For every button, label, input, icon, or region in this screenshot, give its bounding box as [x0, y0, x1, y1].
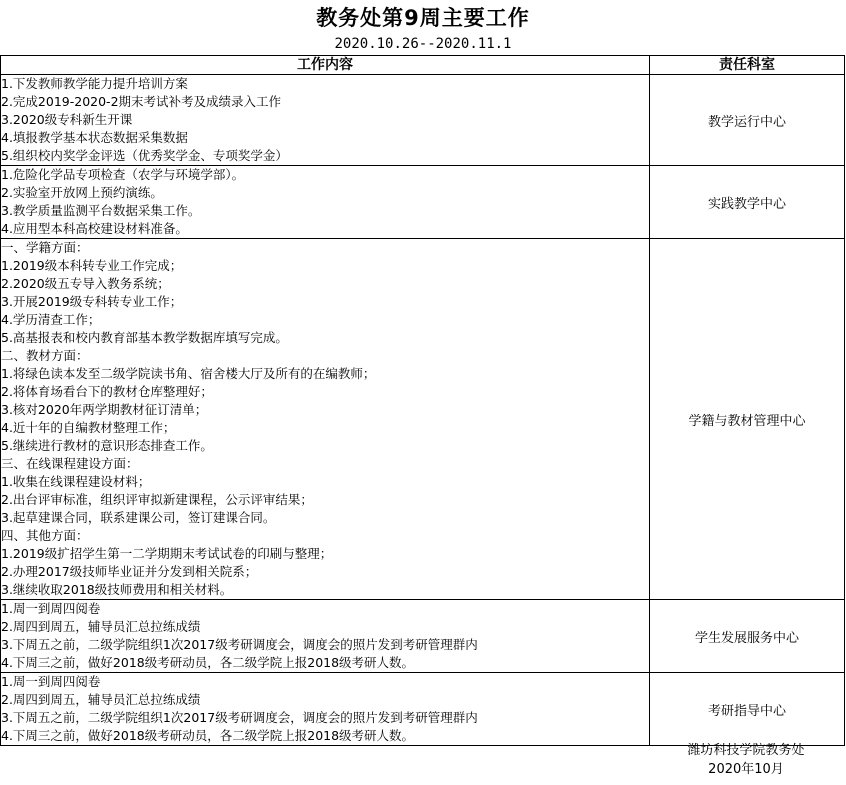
table-row	[1, 166, 845, 239]
work-item: 2.出台评审标准，组织评审拟新建课程，公示评审结果；	[1, 492, 313, 507]
work-item: 三、在线课程建设方面：	[1, 456, 139, 471]
work-item: 1.周一到周四阅卷	[1, 601, 101, 616]
responsible-dept: 学生发展服务中心	[650, 600, 845, 673]
work-item: 1.危险化学品专项检查（农学与环境学部）。	[1, 167, 245, 182]
work-item: 2.将体育场看台下的教材仓库整理好；	[1, 384, 213, 399]
table-row	[1, 600, 845, 673]
work-item: 1.将绿色读本发至二级学院读书角、宿舍楼大厅及所有的在编教师；	[1, 366, 376, 381]
responsible-dept: 教学运行中心	[650, 75, 845, 166]
work-content-cell	[1, 166, 650, 239]
table-row	[1, 75, 845, 166]
table-row	[1, 239, 845, 600]
work-item: 4.下周三之前，做好2018级考研动员，各二级学院上报2018级考研人数。	[1, 728, 415, 743]
work-item: 1.2019级扩招学生第一二学期期末考试试卷的印刷与整理；	[1, 546, 333, 561]
work-item: 3.起草建课合同，联系建课公司，签订建课合同。	[1, 510, 276, 525]
work-item: 2.实验室开放网上预约演练。	[1, 185, 163, 200]
work-item: 4.应用型本科高校建设材料准备。	[1, 221, 188, 236]
work-item: 3.核对2020年两学期教材征订清单；	[1, 402, 208, 417]
work-item: 1.2019级本科转专业工作完成；	[1, 258, 183, 273]
footer-org: 潍坊科技学院教务处	[687, 743, 805, 758]
work-content-cell	[1, 75, 650, 166]
work-item: 1.下发教师教学能力提升培训方案	[1, 76, 188, 91]
header-content: 工作内容	[1, 56, 650, 75]
work-item: 4.近十年的自编教材整理工作；	[1, 420, 176, 435]
work-item: 3.继续收取2018级技师费用和相关材料。	[1, 582, 233, 597]
work-item: 1.周一到周四阅卷	[1, 674, 101, 689]
date-range: 2020.10.26--2020.11.1	[334, 36, 512, 52]
work-item: 5.组织校内奖学金评选（优秀奖学金、专项奖学金）	[1, 148, 288, 163]
work-item: 4.填报教学基本状态数据采集数据	[1, 130, 188, 145]
work-item: 2.周四到周五，辅导员汇总拉练成绩	[1, 692, 201, 707]
work-item: 2.2020级五专导入教务系统；	[1, 276, 170, 291]
work-content-cell	[1, 239, 650, 600]
work-item: 3.开展2019级专科转专业工作；	[1, 294, 183, 309]
work-item: 5.高基报表和校内教育部基本教学数据库填写完成。	[1, 330, 288, 345]
document-title: 教务处第9周主要工作	[316, 6, 530, 30]
table-row	[1, 673, 845, 746]
work-item: 4.下周三之前，做好2018级考研动员，各二级学院上报2018级考研人数。	[1, 655, 415, 670]
work-item: 5.继续进行教材的意识形态排查工作。	[1, 438, 213, 453]
work-content-cell	[1, 600, 650, 673]
responsible-dept: 学籍与教材管理中心	[650, 239, 845, 600]
work-item: 3.下周五之前，二级学院组织1次2017级考研调度会，调度会的照片发到考研管理群内	[1, 637, 478, 652]
work-item: 3.2020级专科新生开课	[1, 112, 133, 127]
work-item: 1.收集在线课程建设材料；	[1, 474, 151, 489]
work-item: 2.周四到周五，辅导员汇总拉练成绩	[1, 619, 201, 634]
work-table	[0, 55, 845, 746]
work-item: 3.教学质量监测平台数据采集工作。	[1, 203, 201, 218]
work-item: 2.完成2019-2020-2期末考试补考及成绩录入工作	[1, 94, 282, 109]
work-content-cell	[1, 673, 650, 746]
responsible-dept: 考研指导中心	[650, 673, 845, 746]
work-item: 4.学历清查工作；	[1, 312, 101, 327]
work-item: 3.下周五之前，二级学院组织1次2017级考研调度会，调度会的照片发到考研管理群内	[1, 710, 478, 725]
table-header-row	[1, 56, 845, 75]
responsible-dept: 实践教学中心	[650, 166, 845, 239]
work-item: 2.办理2017级技师毕业证并分发到相关院系；	[1, 564, 258, 579]
footer-date: 2020年10月	[708, 762, 784, 777]
work-item: 二、教材方面：	[1, 348, 89, 363]
work-item: 一、学籍方面：	[1, 240, 89, 255]
header-dept: 责任科室	[650, 56, 845, 75]
work-item: 四、其他方面：	[1, 528, 89, 543]
